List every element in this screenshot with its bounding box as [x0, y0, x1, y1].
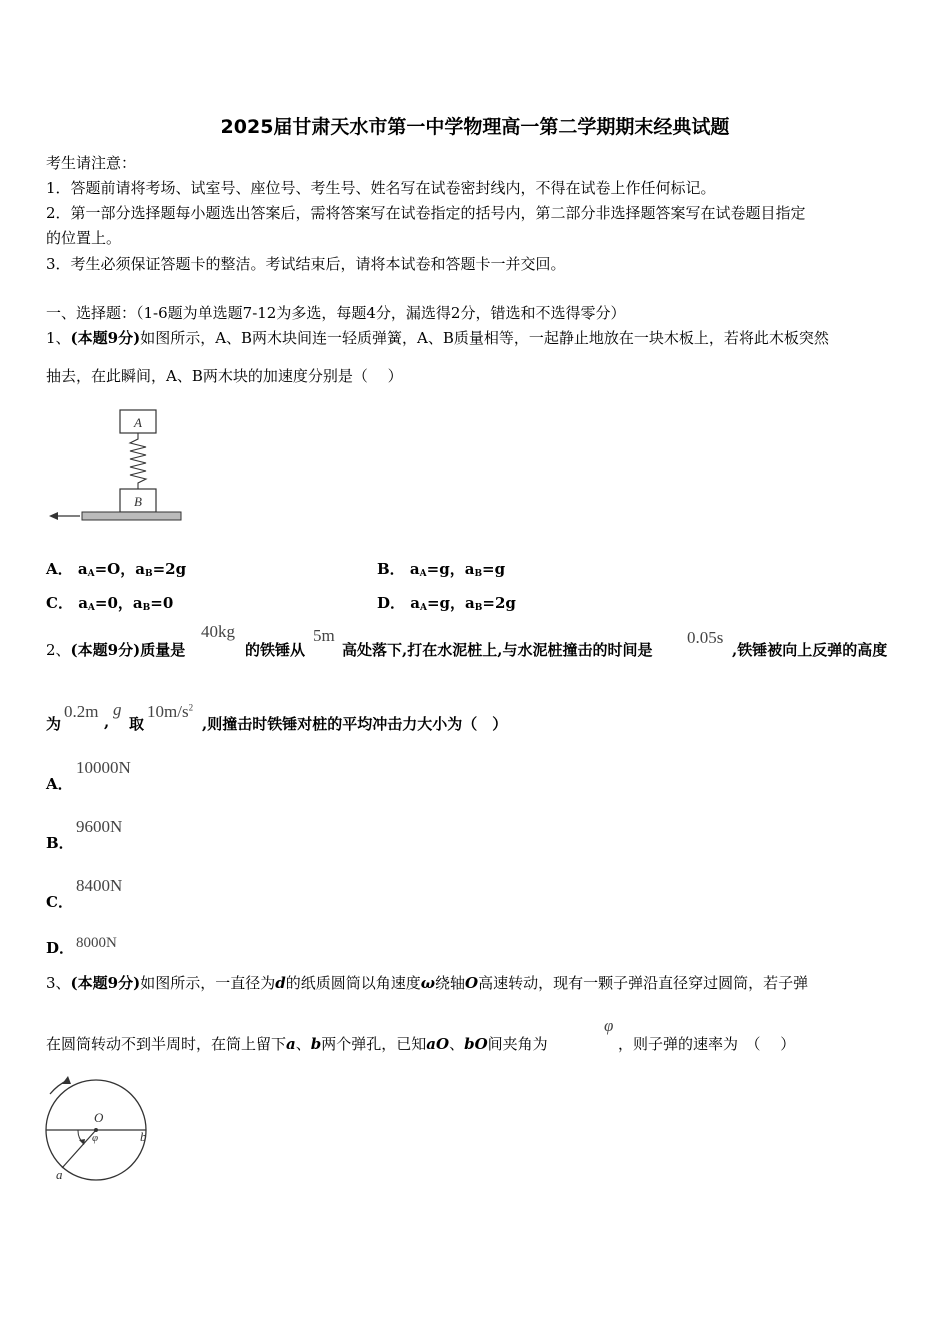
- question-1-line-2: 抽去，在此瞬间，A、B两木块的加速度分别是（ ）: [46, 367, 403, 385]
- label-b: b: [140, 1129, 147, 1144]
- question-1-line-1: [46, 327, 829, 348]
- block-b-label: B: [134, 494, 142, 509]
- page-title: 2025届甘肃天水市第一中学物理高一第二学期期末经典试题: [220, 116, 730, 138]
- notice-line-1: 1．答题前请将考场、试室号、座位号、考生号、姓名写在试卷密封线内，不得在试卷上作任何标记。: [46, 179, 716, 197]
- q2-rebound: 0.2m: [64, 702, 99, 721]
- q2-height: 5m: [313, 626, 335, 645]
- q2-time: 0.05s: [687, 628, 724, 647]
- section-heading: 一、选择题：（1-6题为单选题7-12为多选，每题4分，漏选得2分，错选和不选得零分）: [46, 304, 626, 322]
- q1-number: 1、: [46, 329, 71, 347]
- pull-arrow-icon: [49, 512, 58, 520]
- q1-option-d: D． $a_A=g$，$a_B=2g$: [377, 594, 516, 613]
- q2-option-b-letter: B．: [46, 834, 74, 852]
- q1-option-b: B． $a_A=g$，$a_B=g$: [377, 560, 506, 579]
- rotation-arrow-icon: [62, 1076, 71, 1084]
- q3-line-2-end: ，则子弹的速率为 （ ）: [618, 1035, 796, 1053]
- label-a: a: [56, 1167, 63, 1182]
- notice-line-2: 2．第一部分选择题每小题选出答案后，需将答案写在试卷指定的括号内，第二部分非选择题答案写在试卷题目指定: [46, 204, 806, 222]
- q2-option-c-letter: C．: [46, 893, 73, 911]
- q2-g: g: [113, 700, 122, 719]
- q2-option-d-letter: D．: [46, 939, 75, 957]
- label-o: O: [94, 1110, 104, 1125]
- q2-option-a-value: 10000N: [76, 758, 131, 777]
- q2-option-d-value: 8000N: [76, 935, 117, 951]
- notice-line-2-cont: 的位置上。: [46, 229, 122, 247]
- q2-option-b-value: 9600N: [76, 817, 123, 836]
- q2-mass: 40kg: [201, 622, 235, 641]
- q2-option-c-value: 8400N: [76, 876, 123, 895]
- notice-heading: 考生请注意：: [46, 154, 137, 172]
- notice-line-3: 3．考生必须保证答题卡的整洁。考试结束后，请将本试卷和答题卡一并交回。: [46, 255, 566, 273]
- angle-arrow-icon: [79, 1139, 85, 1145]
- q3-phi: φ: [604, 1016, 614, 1035]
- q1-text: 如图所示，A、B两木块间连一轻质弹簧，A、B质量相等，一起静止地放在一块木板上，若将此木板突然: [140, 329, 829, 347]
- question-3-line-1: 3、(本题9分)如图所示，一直径为d的纸质圆筒以角速度ω绕轴O高速转动，现有一颗子弹沿直径穿过圆筒，若子弹: [46, 974, 809, 992]
- q1-option-c: C． $a_A=0$，$a_B=0$: [46, 594, 174, 613]
- spring-blocks-figure: [44, 405, 186, 527]
- question-3-line-2: 在圆筒转动不到半周时，在筒上留下a、b两个弹孔，已知aO、bO间夹角为: [46, 1035, 548, 1053]
- rotating-cylinder-figure: [38, 1072, 154, 1184]
- question-2-line-1: 2、(本题9分)质量是: [46, 641, 186, 659]
- block-a-label: A: [134, 415, 142, 430]
- q1-option-a: A． $a_A=O$，$a_B=2g$: [46, 560, 187, 579]
- q2-g-value: $10m/s^2$: [147, 702, 194, 721]
- wooden-board: [82, 512, 181, 520]
- spring: [130, 433, 146, 489]
- label-phi: φ: [92, 1132, 99, 1144]
- q2-option-a-letter: A．: [46, 775, 73, 793]
- q1-score: (本题9分): [70, 329, 141, 347]
